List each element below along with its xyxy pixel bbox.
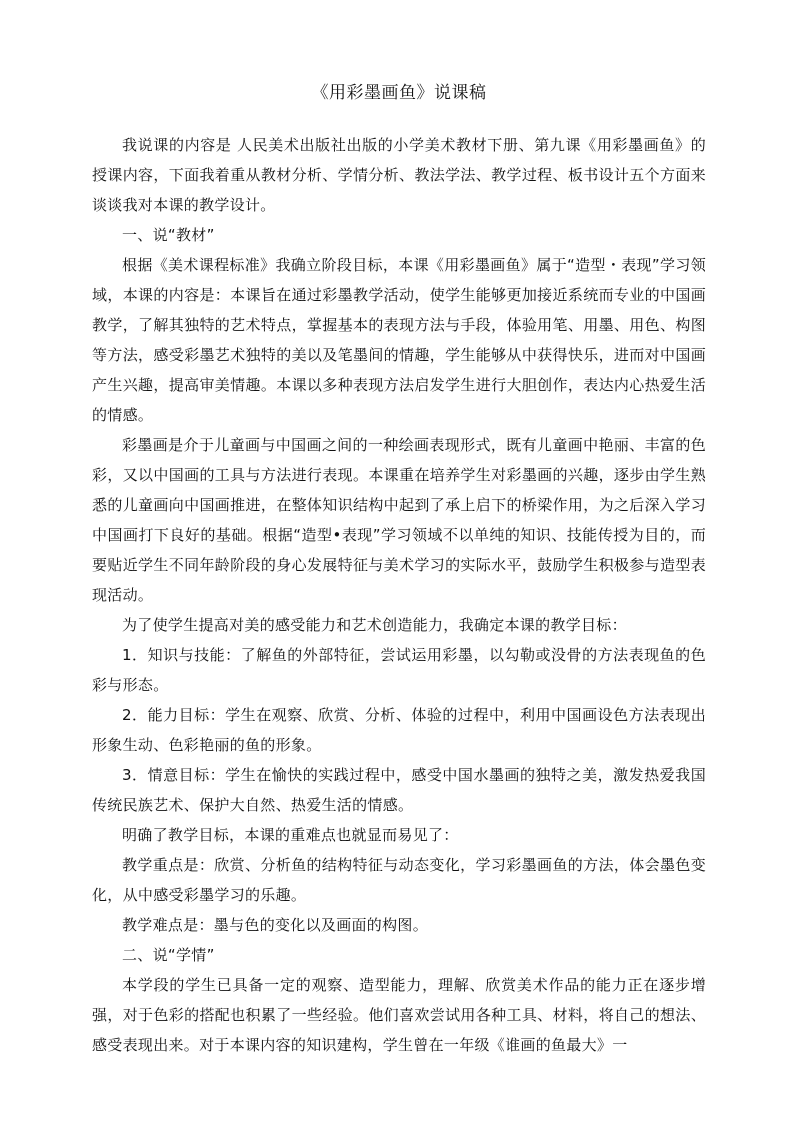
objectives-intro: 为了使学生提高对美的感受能力和艺术创造能力，我确定本课的教学目标： [122, 616, 627, 634]
section-heading-textbook: 一、说“教材” [122, 226, 215, 244]
students-paragraph: 本学段的学生已具备一定的观察、造型能力，理解、欣赏美术作品的能力正在逐步增强，对于色彩的搭配也积累了一些经验。他们喜欢尝试用各种工具、材料，将自己的想法、感受表现出来。对于本课内容的知识建构，学生曾在一年级《谁画的鱼最大》一 [92, 976, 706, 1054]
objective-knowledge: 1．知识与技能：了解鱼的外部特征，尝试运用彩墨，以勾勒或没骨的方法表现鱼的色彩与形态。 [92, 646, 706, 694]
objective-ability: 2．能力目标：学生在观察、欣赏、分析、体验的过程中，利用中国画设色方法表现出形象生动、色彩艳丽的鱼的形象。 [92, 706, 706, 754]
document-body [92, 78, 706, 1060]
document-title: 《用彩墨画鱼》说课稿 [311, 83, 487, 103]
teaching-difficulty: 教学难点是：墨与色的变化以及画面的构图。 [122, 916, 429, 934]
intro-paragraph: 我说课的内容是 人民美术出版社出版的小学美术教材下册、第九课《用彩墨画鱼》的授课内容，下面我着重从教材分析、学情分析、教法学法、教学过程、板书设计五个方面来谈谈我对本课的教学设计。 [92, 136, 706, 214]
key-points-intro: 明确了教学目标，本课的重难点也就显而易见了： [122, 826, 459, 844]
textbook-paragraph-1: 根据《美术课程标准》我确立阶段目标，本课《用彩墨画鱼》属于“造型・表现”学习领域，本课的内容是：本课旨在通过彩墨教学活动，使学生能够更加接近系统而专业的中国画教学，了解其独特的艺术特点，掌握基本的表现方法与手段，体验用笔、用墨、用色、构图等方法，感受彩墨艺术独特的美以及笔墨间的情趣，学生能够从中获得快乐，进而对中国画产生兴趣，提高审美情趣。本课以多种表现方法启发学生进行大胆创作，表达内心热爱生活的情感。 [92, 256, 706, 424]
textbook-paragraph-2: 彩墨画是介于儿童画与中国画之间的一种绘画表现形式，既有儿童画中艳丽、丰富的色彩，又以中国画的工具与方法进行表现。本课重在培养学生对彩墨画的兴趣，逐步由学生熟悉的儿童画向中国画推进，在整体知识结构中起到了承上启下的桥梁作用，为之后深入学习中国画打下良好的基础。根据“造型•表现”学习领域不以单纯的知识、技能传授为目的，而要贴近学生不同年龄阶段的身心发展特征与美术学习的实际水平，鼓励学生积极参与造型表现活动。 [92, 436, 706, 604]
section-heading-students: 二、说“学情” [122, 946, 215, 964]
objective-emotion: 3．情意目标：学生在愉快的实践过程中，感受中国水墨画的独特之美，激发热爱我国传统民族艺术、保护大自然、热爱生活的情感。 [92, 766, 706, 814]
teaching-key-point: 教学重点是：欣赏、分析鱼的结构特征与动态变化，学习彩墨画鱼的方法，体会墨色变化，从中感受彩墨学习的乐趣。 [92, 856, 706, 904]
